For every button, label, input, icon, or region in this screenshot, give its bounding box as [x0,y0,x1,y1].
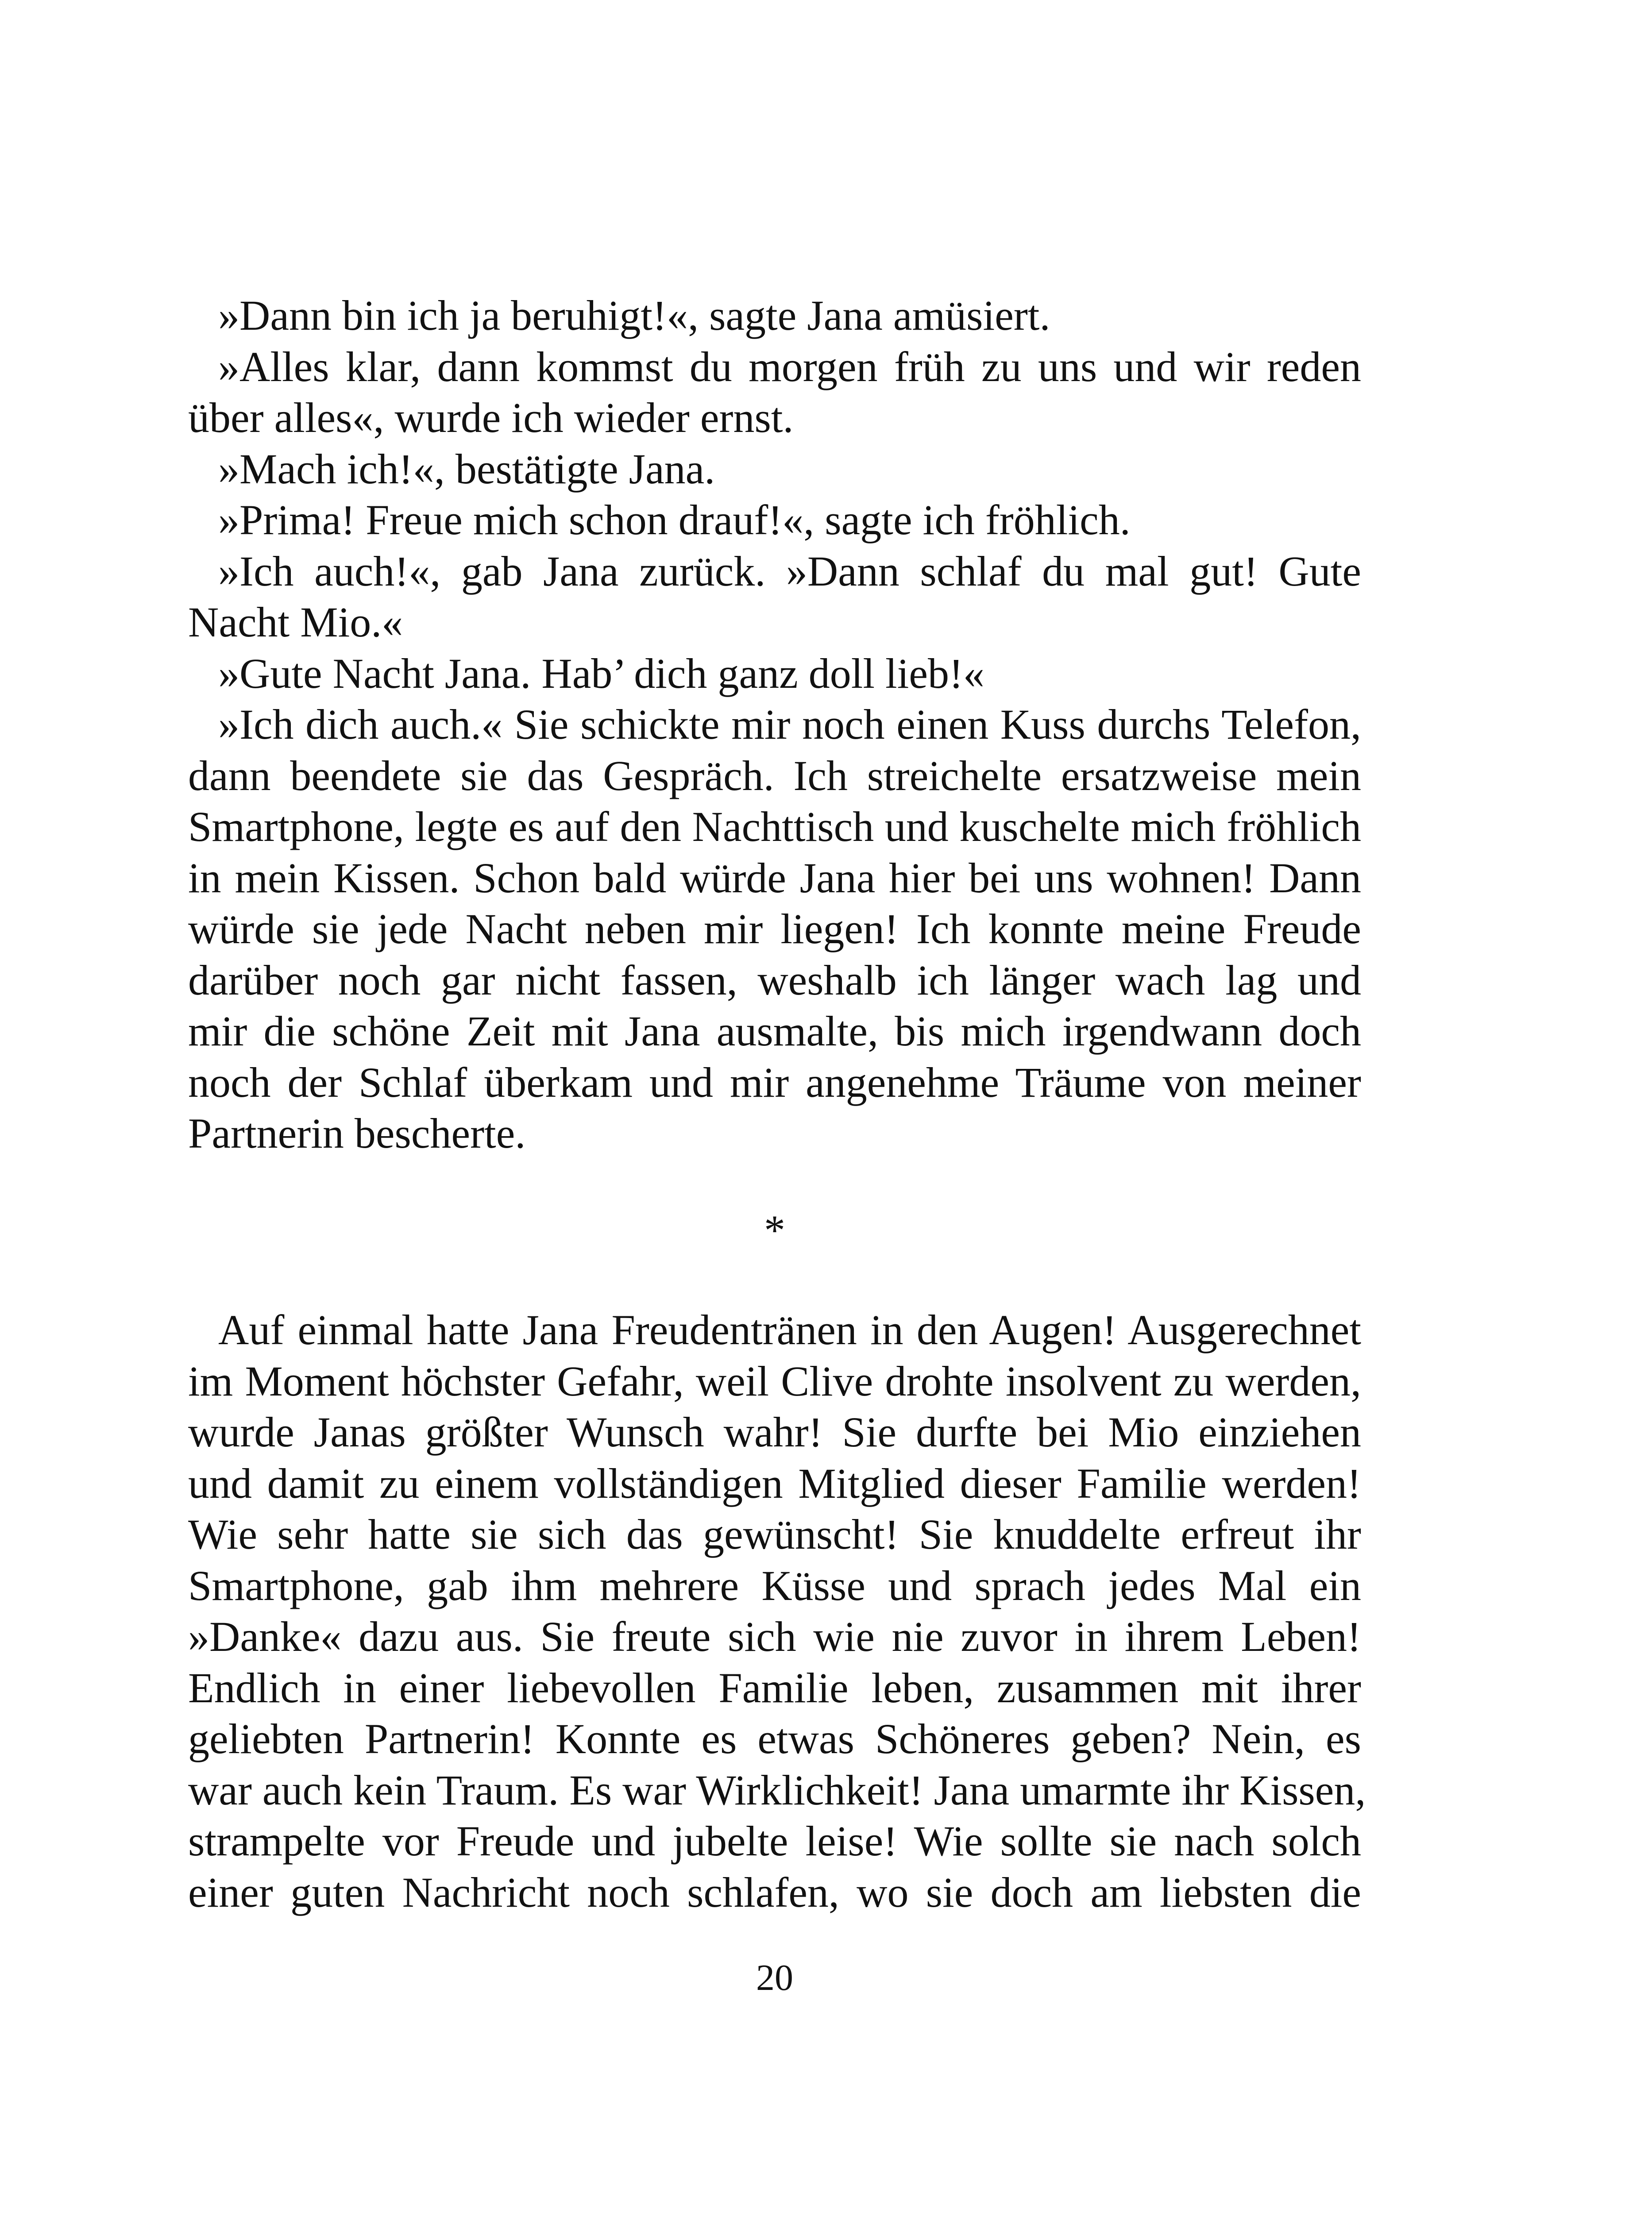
text-line: Smartphone, legte es auf den Nachttisch und kuschelte mich fröhlich [188,803,1361,850]
text-line: »Dann bin ich ja beruhigt!«, sagte Jana amüsiert. [218,292,1050,339]
text-line: würde sie jede Nacht neben mir liegen! Ich konnte meine Freude [188,905,1361,952]
text-line: Smartphone, gab ihm mehrere Küsse und sprach jedes Mal ein [188,1561,1361,1609]
text-line: »Ich dich auch.« Sie schickte mir noch einen Kuss durchs Telefon, [218,701,1361,748]
text-block-narration [188,1304,1366,1918]
text-line: mir die schöne Zeit mit Jana ausmalte, bis mich irgendwann doch [188,1007,1361,1055]
text-line: einer guten Nachricht noch schlafen, wo sie doch am liebsten die [188,1868,1361,1916]
text-line: im Moment höchster Gefahr, weil Clive drohte insolvent zu werden, [188,1357,1361,1405]
scene-break-asterisk: * [764,1207,785,1254]
text-line: Endlich in einer liebevollen Familie leben, zusammen mit ihrer [188,1664,1361,1712]
text-line: strampelte vor Freude und jubelte leise! Wie sollte sie nach solch [188,1817,1361,1865]
text-line: »Mach ich!«, bestätigte Jana. [218,445,715,493]
text-line: geliebten Partnerin! Konnte es etwas Schöneres geben? Nein, es [188,1715,1361,1762]
text-line: wurde Janas größter Wunsch wahr! Sie durfte bei Mio einziehen [188,1408,1361,1456]
text-line: Partnerin bescherte. [188,1110,526,1157]
text-line: darüber noch gar nicht fassen, weshalb ich länger wach lag und [188,956,1361,1004]
text-line: war auch kein Traum. Es war Wirklichkeit! Jana umarmte ihr Kissen, [188,1766,1366,1814]
text-line: in mein Kissen. Schon bald würde Jana hier bei uns wohnen! Dann [188,854,1361,902]
text-line: noch der Schlaf überkam und mir angenehme Träume von meiner [188,1058,1361,1106]
text-line: »Gute Nacht Jana. Hab’ dich ganz doll lieb!« [218,649,984,697]
text-line: »Ich auch!«, gab Jana zurück. »Dann schlaf du mal gut! Gute [218,547,1361,595]
text-line: über alles«, wurde ich wieder ernst. [188,394,794,441]
text-block-dialogue [188,290,1361,1159]
text-line: »Alles klar, dann kommst du morgen früh zu uns und wir reden [218,343,1361,390]
page-number: 20 [756,1957,793,1998]
text-line: »Danke« dazu aus. Sie freute sich wie nie zuvor in ihrem Leben! [188,1613,1361,1660]
text-line: »Prima! Freue mich schon drauf!«, sagte ich fröhlich. [218,496,1131,544]
text-line: dann beendete sie das Gespräch. Ich streichelte ersatzweise mein [188,752,1361,799]
text-line: Auf einmal hatte Jana Freudentränen in den Augen! Ausgerechnet [218,1306,1361,1353]
text-line: und damit zu einem vollständigen Mitglied dieser Familie werden! [188,1459,1361,1507]
text-line: Nacht Mio.« [188,598,403,646]
text-line: Wie sehr hatte sie sich das gewünscht! Sie knuddelte erfreut ihr [188,1511,1361,1558]
